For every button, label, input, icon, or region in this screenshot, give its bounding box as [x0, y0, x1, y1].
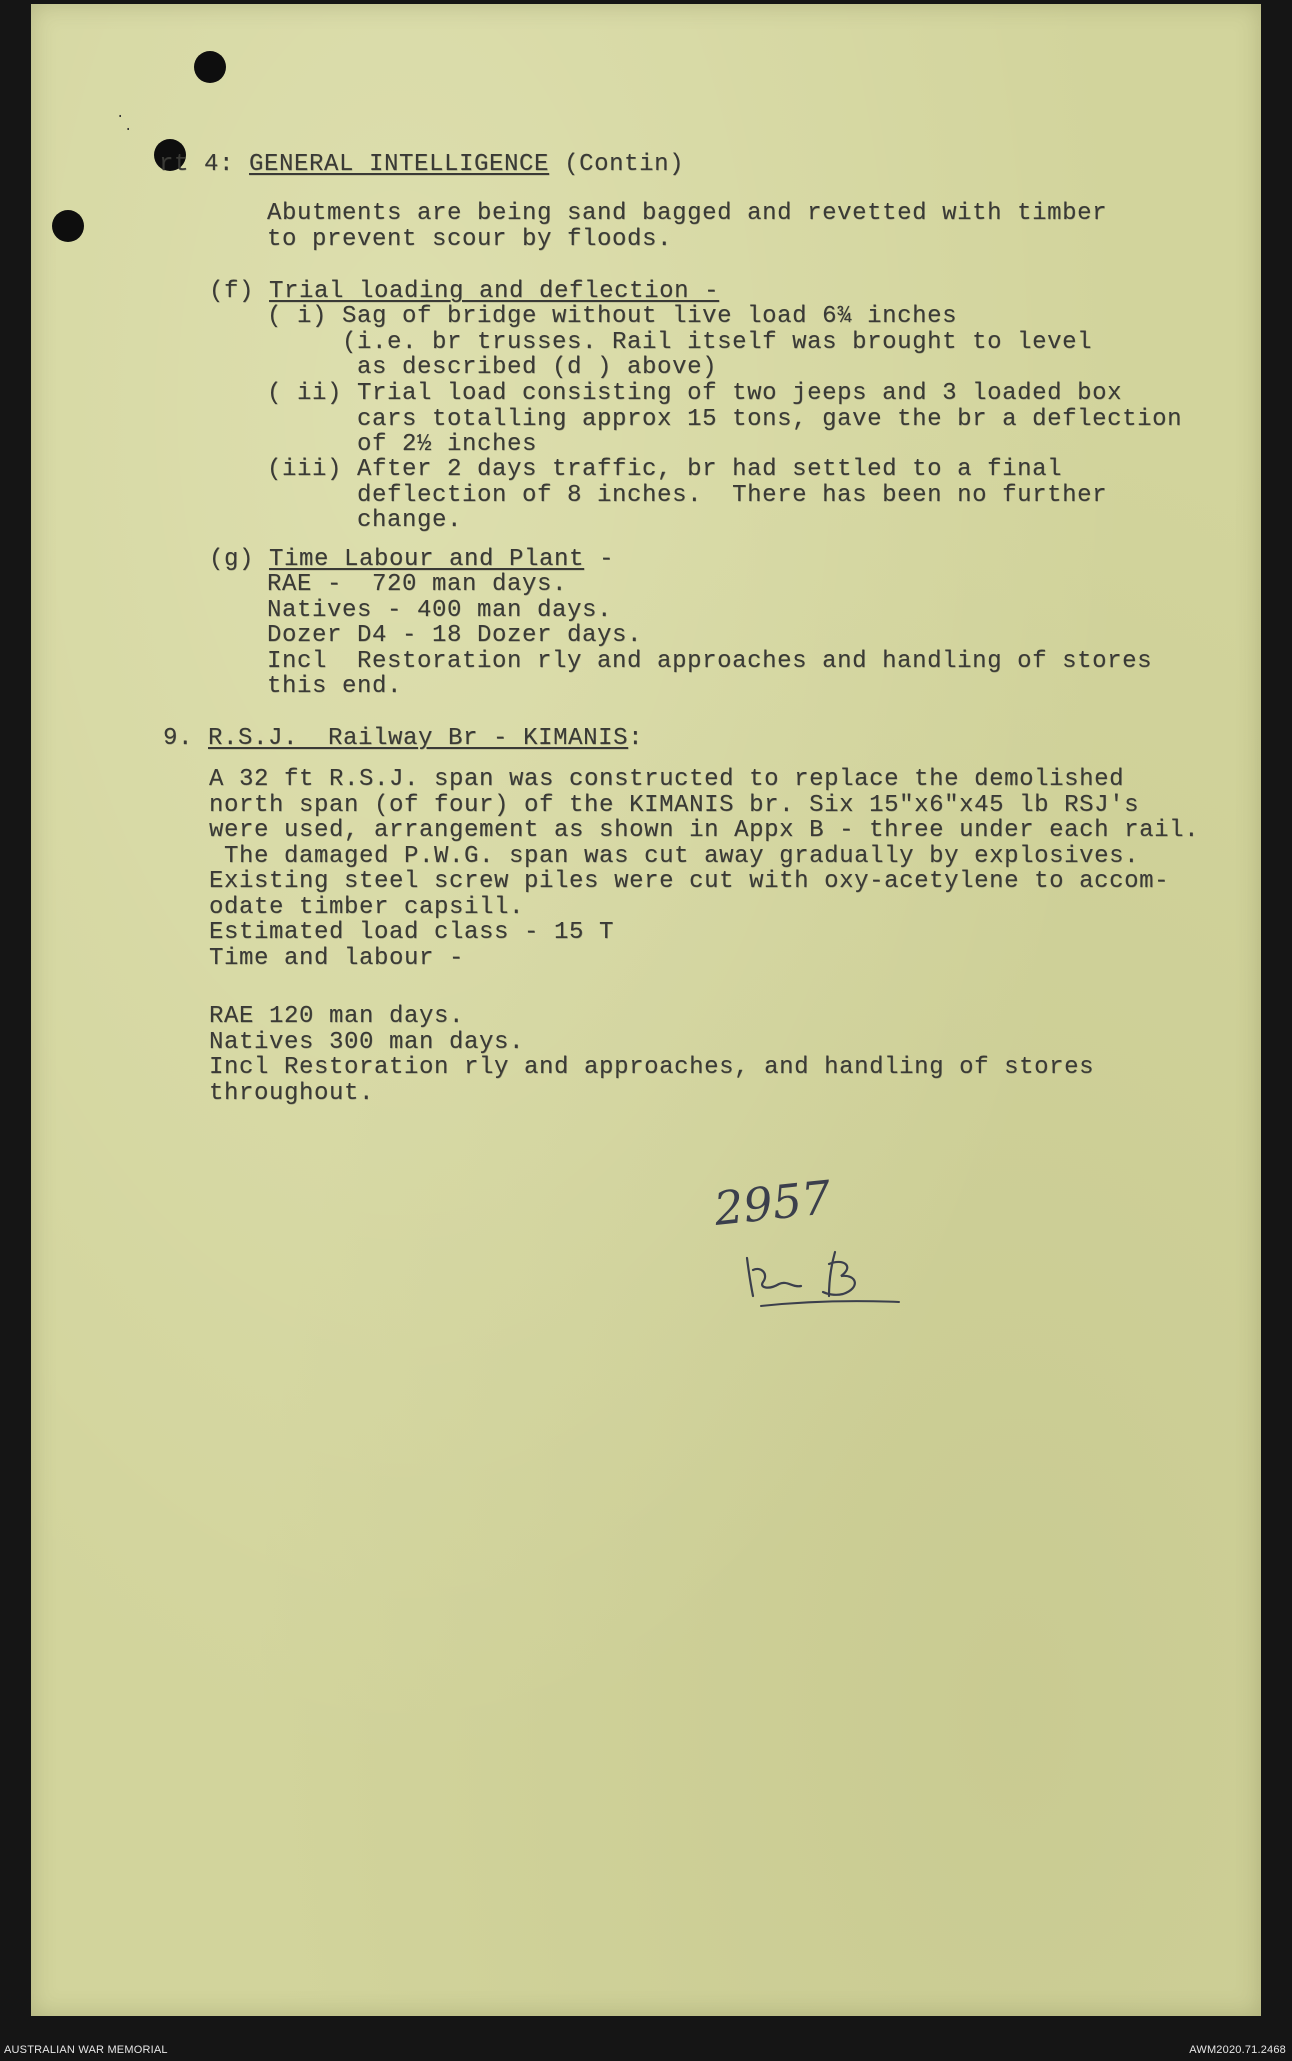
- heading-prefix: rt 4:: [159, 151, 250, 178]
- text-line: A 32 ft R.S.J. span was constructed to replace the demolished: [209, 766, 1125, 793]
- text-line: change.: [267, 507, 463, 534]
- text-line: deflection of 8 inches. There has been no further: [267, 481, 1108, 509]
- handwritten-number: 2957: [711, 1170, 834, 1236]
- text-line: ( i) Sag of bridge without live load 6¾ inches: [267, 303, 958, 330]
- initials-stroke: [823, 1252, 855, 1296]
- initials-stroke: [747, 1258, 801, 1296]
- text-line: of 2½ inches: [267, 431, 538, 458]
- initials-underline: [761, 1301, 899, 1306]
- heading-title: GENERAL INTELLIGENCE: [249, 151, 550, 178]
- footer-institution: AUSTRALIAN WAR MEMORIAL: [4, 2044, 168, 2056]
- section-heading: [159, 152, 684, 178]
- punch-hole-bottom: [52, 210, 84, 242]
- punch-hole-top: [194, 51, 226, 83]
- text-line: north span (of four) of the KIMANIS br. Six 15"x6"x45 lb RSJ's: [209, 791, 1140, 819]
- text-line: Time and labour -: [209, 944, 465, 972]
- section-g-marker: (g): [209, 546, 270, 573]
- text-line: as described (d ) above): [267, 354, 718, 381]
- text-line: ( ii) Trial load consisting of two jeeps and 3 loaded box: [267, 380, 1123, 407]
- text-line: (iii) After 2 days traffic, br had settled to a final: [267, 456, 1063, 483]
- text-line: Abutments are being sand bagged and revetted with timber: [267, 200, 1108, 227]
- section-g-title: Time Labour and Plant: [269, 546, 585, 573]
- handwritten-initials: [739, 1244, 909, 1324]
- section-9-body: [209, 767, 1199, 971]
- document-page: [31, 4, 1261, 2016]
- section-g-title-suffix: -: [584, 546, 615, 573]
- section-9-title: R.S.J. Railway Br - KIMANIS: [208, 725, 629, 752]
- section-f-item-iii: [267, 457, 1107, 534]
- text-line: Estimated load class - 15 T: [209, 919, 615, 946]
- section-f-heading: [209, 279, 719, 305]
- paper-speck: ·: [116, 109, 125, 125]
- text-line: were used, arrangement as shown in Appx B - three under each rail.: [209, 817, 1200, 844]
- text-line: Incl Restoration rly and approaches and handling of stores: [267, 647, 1153, 675]
- text-line: this end.: [267, 673, 403, 700]
- text-line: Incl Restoration rly and approaches, and handling of stores: [209, 1054, 1095, 1081]
- text-line: Natives - 400 man days.: [267, 596, 613, 624]
- text-line: The damaged P.W.G. span was cut away gradually by explosives.: [209, 842, 1140, 870]
- text-line: RAE 120 man days.: [209, 1003, 465, 1030]
- section-f-item-ii: [267, 381, 1182, 458]
- text-line: cars totalling approx 15 tons, gave the br a deflection: [267, 405, 1183, 433]
- intro-paragraph: [267, 201, 1107, 252]
- text-line: throughout.: [209, 1079, 375, 1107]
- section-9-title-suffix: :: [628, 725, 644, 752]
- section-9-heading: [163, 726, 643, 752]
- text-line: RAE - 720 man days.: [267, 571, 568, 598]
- text-line: Dozer D4 - 18 Dozer days.: [267, 622, 643, 649]
- section-g-body: [267, 572, 1152, 700]
- section-f-item-i: [267, 304, 1092, 381]
- heading-suffix: (Contin): [549, 151, 685, 178]
- paper-speck: ·: [124, 122, 133, 138]
- text-line: Existing steel screw piles were cut with oxy-acetylene to accom-: [209, 868, 1170, 895]
- text-line: odate timber capsill.: [209, 893, 525, 921]
- section-9-labour: [209, 1004, 1094, 1106]
- text-line: Natives 300 man days.: [209, 1028, 525, 1056]
- section-9-marker: 9.: [163, 725, 209, 752]
- section-g-heading: [209, 547, 614, 573]
- section-f-title: Trial loading and deflection -: [269, 278, 720, 305]
- text-line: to prevent scour by floods.: [267, 225, 673, 253]
- text-line: (i.e. br trusses. Rail itself was brought to level: [267, 328, 1093, 356]
- footer-accession-number: AWM2020.71.2468: [1189, 2044, 1286, 2056]
- section-f-marker: (f): [209, 278, 270, 305]
